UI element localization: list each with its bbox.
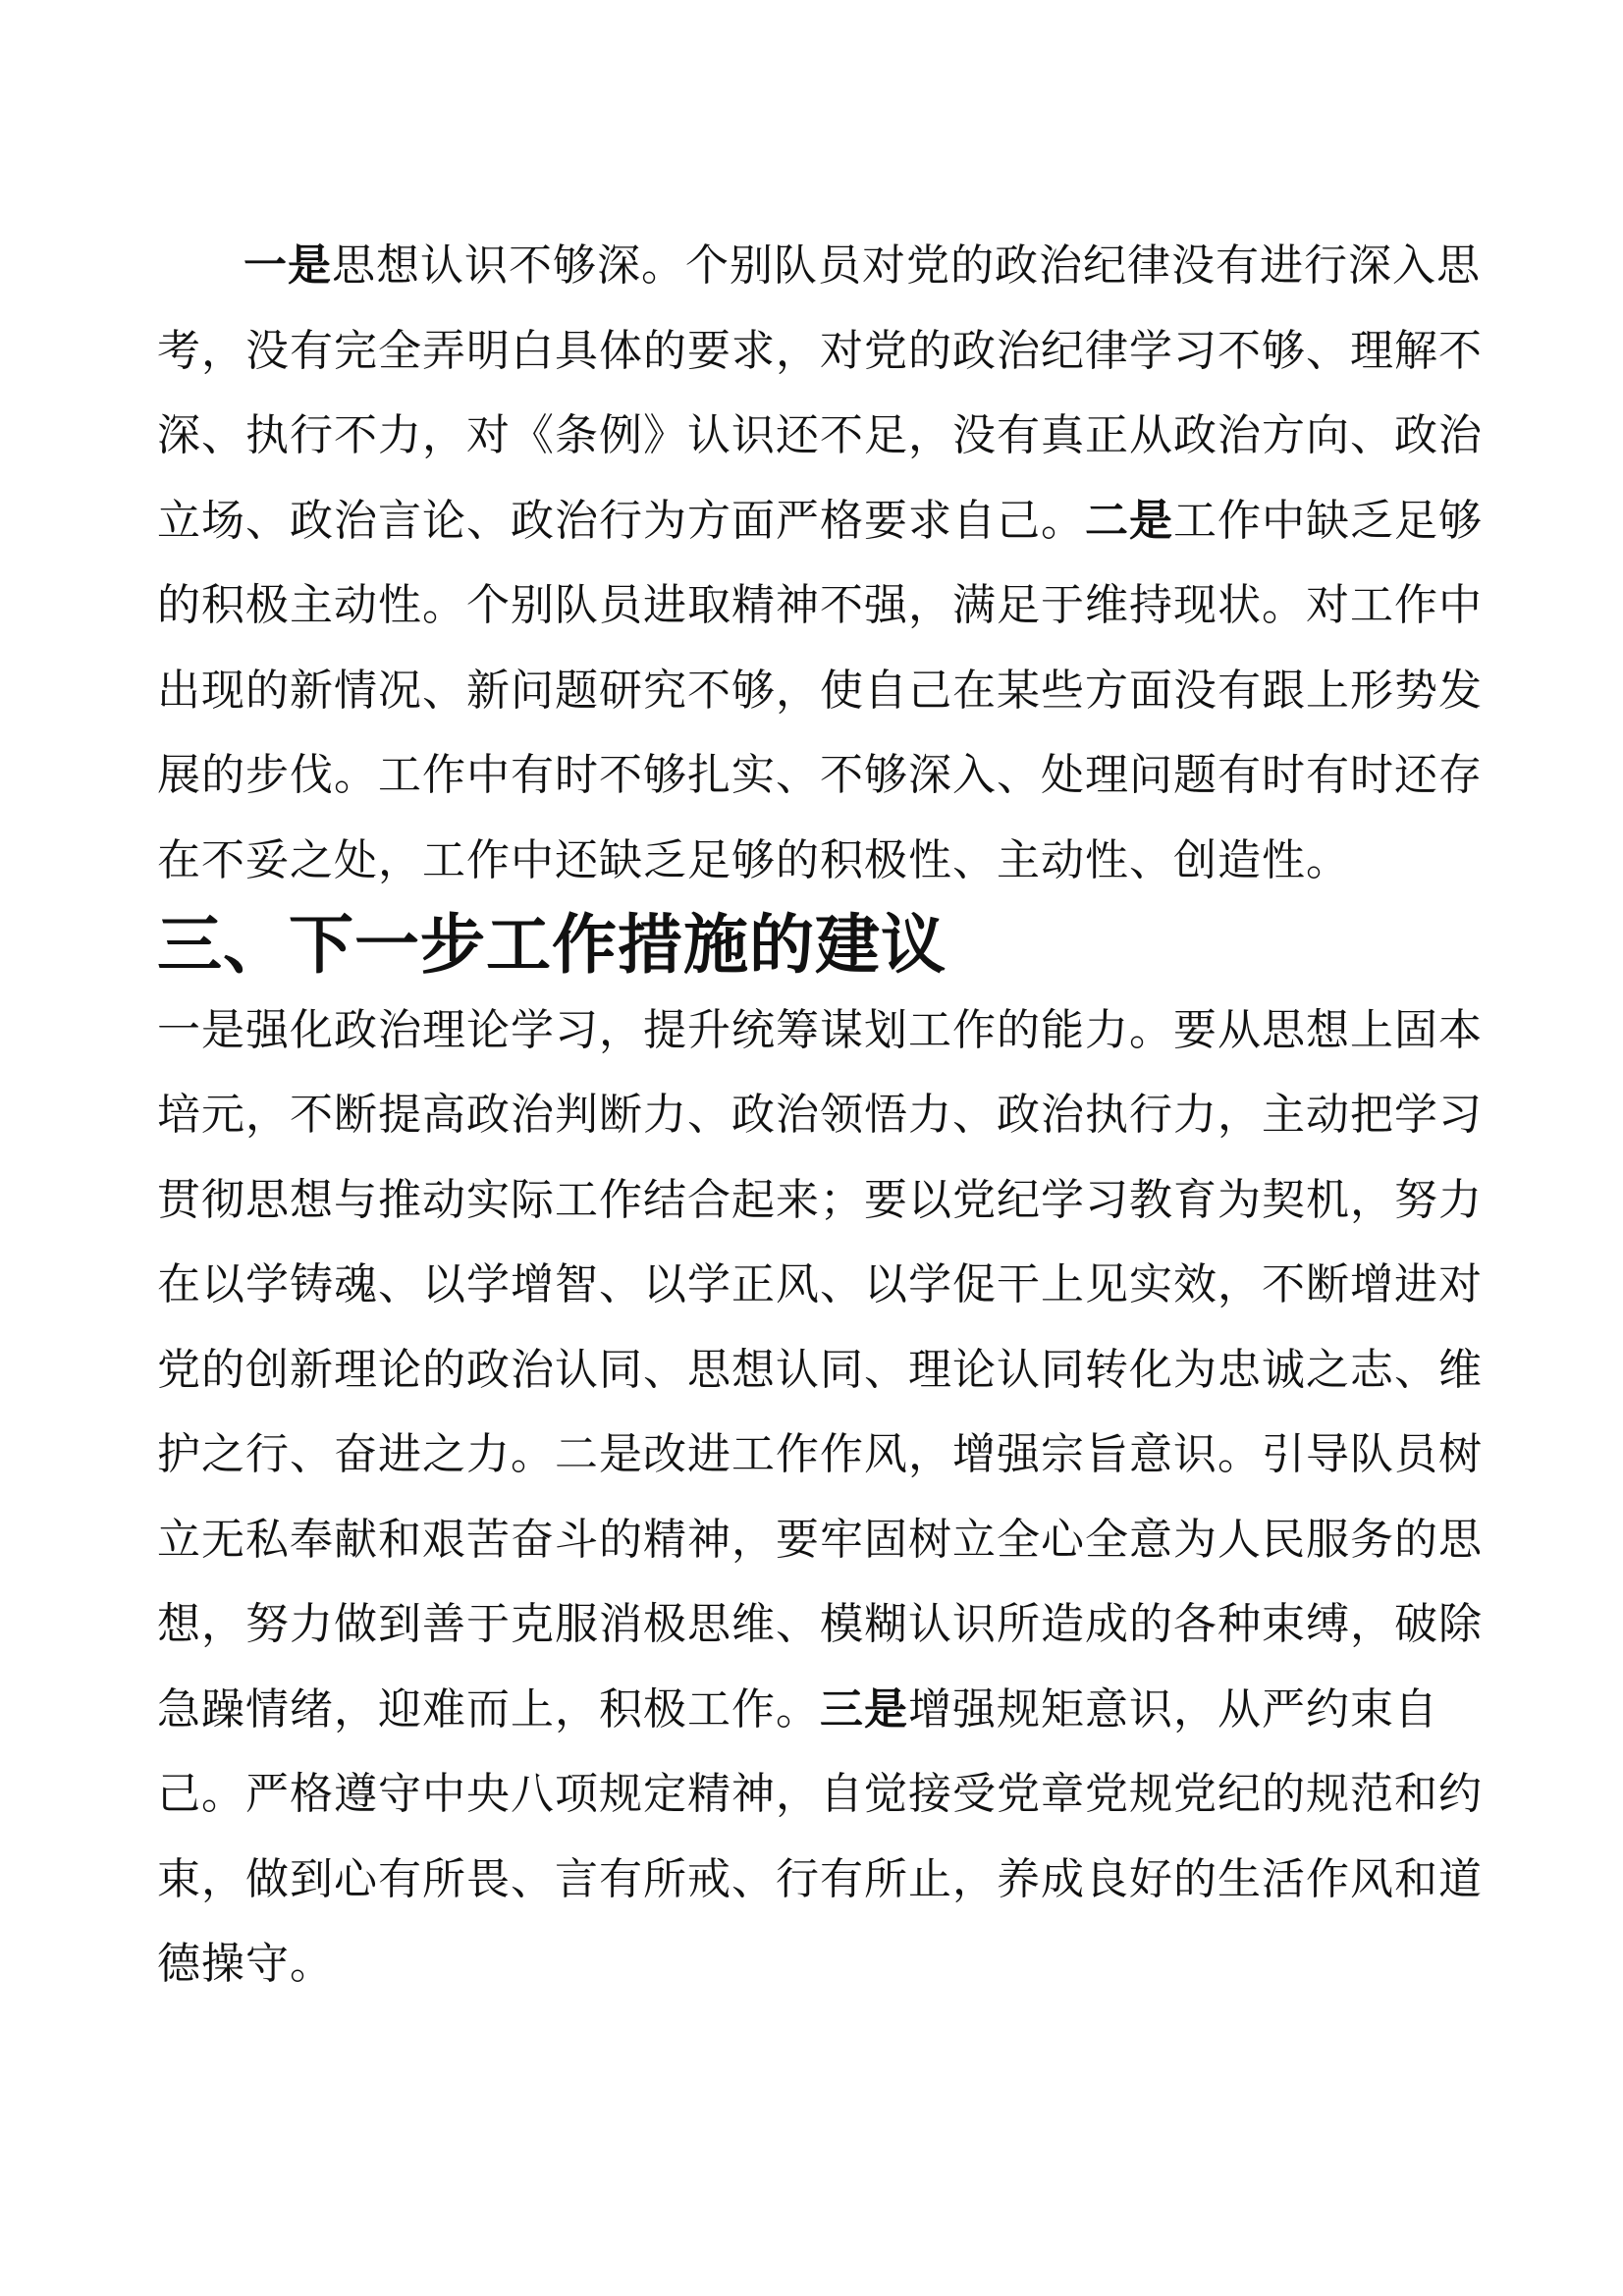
- paragraph-shortcomings: [157, 224, 1502, 903]
- document-body: [157, 224, 1502, 2007]
- lead-point-two: 二是: [1085, 495, 1173, 546]
- paragraph-text: 工作中缺乏足够的积极主动性。个别队员进取精神不强，满足于维持现状。对工作中出现的新情况、新问题研究不够，使自己在某些方面没有跟上形势发展的步伐。工作中有时不够扎实、不够深入、处理问题有时有时还存在不妥之处，工作中还缺乏足够的积极性、主动性、创造性。: [157, 495, 1483, 885]
- section-heading: 三、下一步工作措施的建议: [157, 907, 947, 983]
- lead-point-one: 一是: [243, 240, 332, 291]
- paragraph-text: 增强规矩意识，从严约束自己。严格遵守中央八项规定精神，自觉接受党章党规党纪的规范和约束，做到心有所畏、言有所戒、行有所止，养成良好的生活作风和道德操守。: [157, 1683, 1483, 1989]
- paragraph-text: 一是强化政治理论学习，提升统筹谋划工作的能力。要从思想上固本培元，不断提高政治判断力、政治领悟力、政治执行力，主动把学习贯彻思想与推动实际工作结合起来；要以党纪学习教育为契机，努力在以学铸魂、以学增智、以学正风、以学促干上见实效，不断增进对党的创新理论的政治认同、思想认同、理论认同转化为忠诚之志、维护之行、奋进之力。二是改进工作作风，增强宗旨意识。引导队员树立无私奉献和艰苦奋斗的精神，要牢固树立全心全意为人民服务的思想，努力做到善于克服消极思维、模糊认识所造成的各种束缚，破除急躁情绪，迎难而上，积极工作。: [157, 1004, 1483, 1735]
- paragraph-measures: [157, 988, 1502, 2007]
- lead-point-three: 三是: [820, 1683, 908, 1735]
- paragraph-text: 思想认识不够深。个别队员对党的政治纪律没有进行深入思考，没有完全弄明白具体的要求，对党的政治纪律学习不够、理解不深、执行不力，对《条例》认识还不足，没有真正从政治方向、政治立场、政治言论、政治行为方面严格要求自己。: [157, 240, 1483, 546]
